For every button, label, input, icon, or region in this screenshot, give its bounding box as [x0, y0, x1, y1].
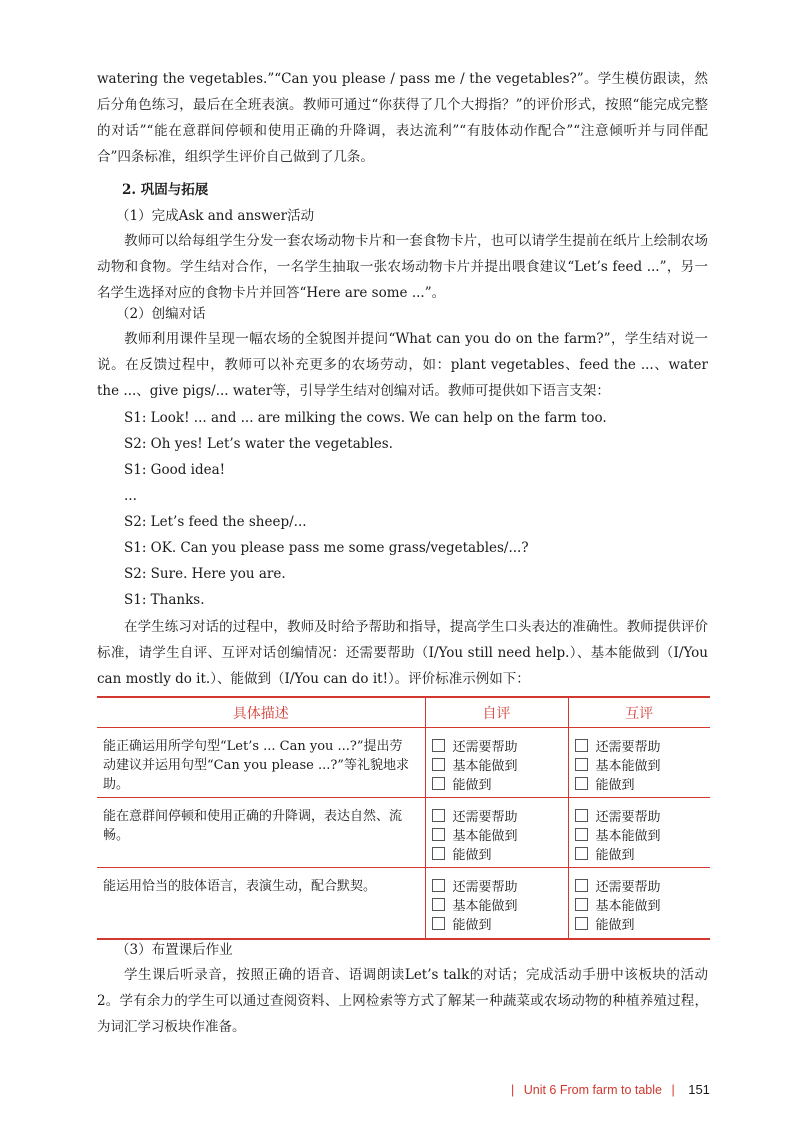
- sub-heading-homework: （3）布置课后作业: [116, 942, 233, 958]
- dialogue-line: ...: [124, 488, 137, 504]
- checkbox[interactable]: [575, 879, 588, 892]
- option-need-help[interactable]: 还需要帮助: [432, 876, 568, 895]
- option-mostly[interactable]: 基本能做到: [432, 755, 568, 774]
- checkbox[interactable]: [575, 917, 588, 930]
- table-row: [97, 798, 710, 868]
- paragraph-ask-answer: 教师可以给每组学生分发一套农场动物卡片和一套食物卡片，也可以请学生提前在纸片上绘制农场动物和食物。学生结对合作，一名学生抽取一张农场动物卡片并提出喂食建议“Let’s feed ...”，另一名学生选择对应的食物卡片并回答“Here are some ...”。: [97, 233, 708, 301]
- criterion-text: 能正确运用所学句型“Let’s ... Can you ...?”提出劳动建议并运用句型“Can you please ...?”等礼貌地求助。: [103, 739, 409, 792]
- checkbox[interactable]: [432, 777, 445, 790]
- dialogue-line: S1: OK. Can you please pass me some grass/vegetables/...?: [124, 540, 529, 556]
- evaluation-table: [97, 696, 710, 940]
- footer-title: From farm to table: [559, 1083, 662, 1097]
- footer-divider: |: [511, 1083, 515, 1097]
- peer-eval-options: [569, 728, 711, 793]
- dialogue-line: S2: Let’s feed the sheep/...: [124, 514, 307, 530]
- option-can-do[interactable]: 能做到: [575, 774, 711, 793]
- paragraph-create-dialogue: 教师利用课件呈现一幅农场的全貌图并提问“What can you do on the farm?”，学生结对说一说。在反馈过程中，教师可以补充更多的农场劳动，如：plant vegetables、feed the ...、water the ...、give pigs/... water等，引导学生结对创编对话。教师可提供如下语言支架：: [97, 331, 708, 399]
- checkbox[interactable]: [432, 828, 445, 841]
- table-row: [97, 868, 710, 940]
- option-mostly[interactable]: 基本能做到: [575, 755, 711, 774]
- header-self-eval: 自评: [425, 697, 568, 728]
- dialogue-line: S1: Good idea!: [124, 462, 226, 478]
- criterion-text: 能运用恰当的肢体语言，表演生动，配合默契。: [103, 879, 377, 894]
- option-mostly[interactable]: 基本能做到: [432, 825, 568, 844]
- option-need-help[interactable]: 还需要帮助: [575, 806, 711, 825]
- header-peer-eval: 互评: [568, 697, 710, 728]
- dialogue-line: S1: Thanks.: [124, 592, 205, 608]
- peer-eval-options: [569, 868, 711, 933]
- checkbox[interactable]: [575, 828, 588, 841]
- checkbox[interactable]: [575, 739, 588, 752]
- header-description: 具体描述: [97, 697, 425, 728]
- option-need-help[interactable]: 还需要帮助: [432, 806, 568, 825]
- section-heading-consolidate: 2. 巩固与拓展: [122, 182, 209, 198]
- option-can-do[interactable]: 能做到: [432, 774, 568, 793]
- checkbox[interactable]: [432, 898, 445, 911]
- page-number: 151: [688, 1082, 710, 1097]
- option-mostly[interactable]: 基本能做到: [575, 825, 711, 844]
- option-mostly[interactable]: 基本能做到: [575, 895, 711, 914]
- checkbox[interactable]: [575, 758, 588, 771]
- dialogue-line: S2: Oh yes! Let’s water the vegetables.: [124, 436, 393, 452]
- checkbox[interactable]: [432, 847, 445, 860]
- checkbox[interactable]: [432, 758, 445, 771]
- checkbox[interactable]: [575, 777, 588, 790]
- dialogue-line: S2: Sure. Here you are.: [124, 566, 286, 582]
- table-row: [97, 728, 710, 798]
- option-need-help[interactable]: 还需要帮助: [575, 876, 711, 895]
- checkbox[interactable]: [432, 809, 445, 822]
- sub-heading-ask-answer: （1）完成Ask and answer活动: [116, 208, 315, 224]
- sub-heading-create-dialogue: （2）创编对话: [116, 306, 206, 322]
- option-can-do[interactable]: 能做到: [575, 914, 711, 933]
- page-footer: [505, 1082, 710, 1097]
- paragraph-evaluation: 在学生练习对话的过程中，教师及时给予帮助和指导，提高学生口头表达的准确性。教师提供评价标准，请学生自评、互评对话创编情况：还需要帮助（I/You still need help.）、基本能做到（I/You can mostly do it.）、能做到（I/You can do it!）。评价标准示例如下：: [97, 619, 708, 687]
- checkbox[interactable]: [575, 809, 588, 822]
- self-eval-options: [426, 728, 568, 793]
- option-can-do[interactable]: 能做到: [432, 914, 568, 933]
- option-can-do[interactable]: 能做到: [432, 844, 568, 863]
- checkbox[interactable]: [575, 898, 588, 911]
- footer-unit: Unit 6: [523, 1083, 557, 1097]
- option-can-do[interactable]: 能做到: [575, 844, 711, 863]
- table-header-row: [97, 697, 710, 728]
- checkbox[interactable]: [575, 847, 588, 860]
- option-need-help[interactable]: 还需要帮助: [432, 736, 568, 755]
- paragraph-intro: watering the vegetables.”“Can you please / pass me / the vegetables?”。学生模仿跟读，然后分角色练习，最后在全班表演。教师可通过“你获得了几个大拇指？”的评价形式，按照“能完成完整的对话”“能在意群间停顿和使用正确的升降调，表达流利”“有肢体动作配合”“注意倾听并与同伴配合”四条标准，组织学生评价自己做到了几条。: [97, 71, 708, 165]
- option-mostly[interactable]: 基本能做到: [432, 895, 568, 914]
- checkbox[interactable]: [432, 739, 445, 752]
- self-eval-options: [426, 868, 568, 933]
- paragraph-homework: 学生课后听录音，按照正确的语音、语调朗读Let’s talk的对话；完成活动手册中该板块的活动2。学有余力的学生可以通过查阅资料、上网检索等方式了解某一种蔬菜或农场动物的种植养殖过程，为词汇学习板块作准备。: [97, 967, 708, 1035]
- footer-divider: |: [671, 1083, 675, 1097]
- checkbox[interactable]: [432, 879, 445, 892]
- peer-eval-options: [569, 798, 711, 863]
- dialogue-line: S1: Look! ... and ... are milking the cows. We can help on the farm too.: [124, 410, 607, 426]
- criterion-text: 能在意群间停顿和使用正确的升降调，表达自然、流畅。: [103, 809, 403, 843]
- checkbox[interactable]: [432, 917, 445, 930]
- self-eval-options: [426, 798, 568, 863]
- option-need-help[interactable]: 还需要帮助: [575, 736, 711, 755]
